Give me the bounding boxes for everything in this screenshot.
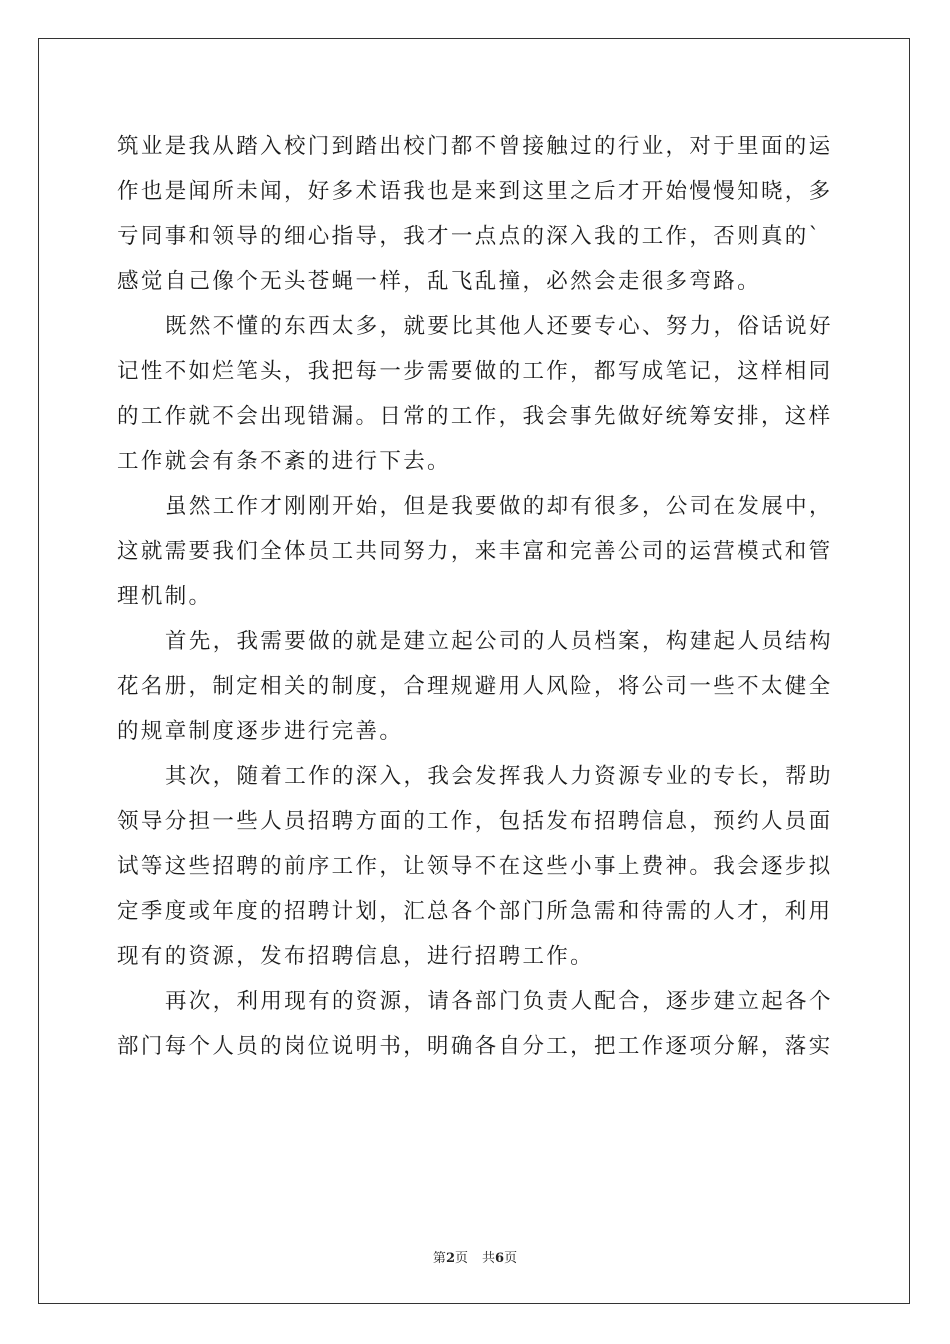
text-line: 现有的资源，发布招聘信息，进行招聘工作。 — [117, 944, 595, 969]
total-suffix: 页 — [504, 1251, 518, 1266]
text-line: 再次，利用现有的资源，请各部门负责人配合，逐步建立起各个 — [165, 989, 833, 1014]
text-line: 感觉自己像个无头苍蝇一样，乱飞乱撞，必然会走很多弯路。 — [117, 269, 761, 294]
total-pages: 6 — [495, 1251, 505, 1266]
total-prefix: 共 — [482, 1251, 496, 1266]
text-line: 既然不懂的东西太多，就要比其他人还要专心、努力，俗话说好 — [165, 314, 833, 339]
text-line: 理机制。 — [117, 584, 213, 609]
page-suffix: 页 — [454, 1251, 468, 1266]
page-prefix: 第 — [432, 1251, 446, 1266]
text-line: 记性不如烂笔头，我把每一步需要做的工作，都写成笔记，这样相同 — [117, 359, 833, 384]
page-number: 2 — [445, 1251, 455, 1266]
text-line: 花名册，制定相关的制度，合理规避用人风险，将公司一些不太健全 — [117, 674, 833, 699]
text-line: 工作就会有条不紊的进行下去。 — [117, 449, 451, 474]
text-line: 亏同事和领导的细心指导，我才一点点的深入我的工作，否则真的` — [117, 224, 822, 249]
text-line: 的规章制度逐步进行完善。 — [117, 719, 404, 744]
text-line: 虽然工作才刚刚开始，但是我要做的却有很多，公司在发展中， — [165, 494, 833, 519]
text-line: 定季度或年度的招聘计划，汇总各个部门所急需和待需的人才，利用 — [117, 899, 833, 924]
text-line: 作也是闻所未闻，好多术语我也是来到这里之后才开始慢慢知晓，多 — [117, 179, 833, 204]
text-line: 筑业是我从踏入校门到踏出校门都不曾接触过的行业，对于里面的运 — [117, 134, 833, 159]
text-line: 首先，我需要做的就是建立起公司的人员档案，构建起人员结构 — [165, 629, 833, 654]
page-footer — [0, 1247, 950, 1266]
text-line: 领导分担一些人员招聘方面的工作，包括发布招聘信息，预约人员面 — [117, 809, 833, 834]
text-line: 试等这些招聘的前序工作，让领导不在这些小事上费神。我会逐步拟 — [117, 854, 833, 879]
document-body — [117, 124, 837, 1069]
text-line: 的工作就不会出现错漏。日常的工作，我会事先做好统筹安排，这样 — [117, 404, 833, 429]
text-line: 部门每个人员的岗位说明书，明确各自分工，把工作逐项分解，落实 — [117, 1034, 833, 1059]
text-line: 其次，随着工作的深入，我会发挥我人力资源专业的专长，帮助 — [165, 764, 833, 789]
text-line: 这就需要我们全体员工共同努力，来丰富和完善公司的运营模式和管 — [117, 539, 833, 564]
